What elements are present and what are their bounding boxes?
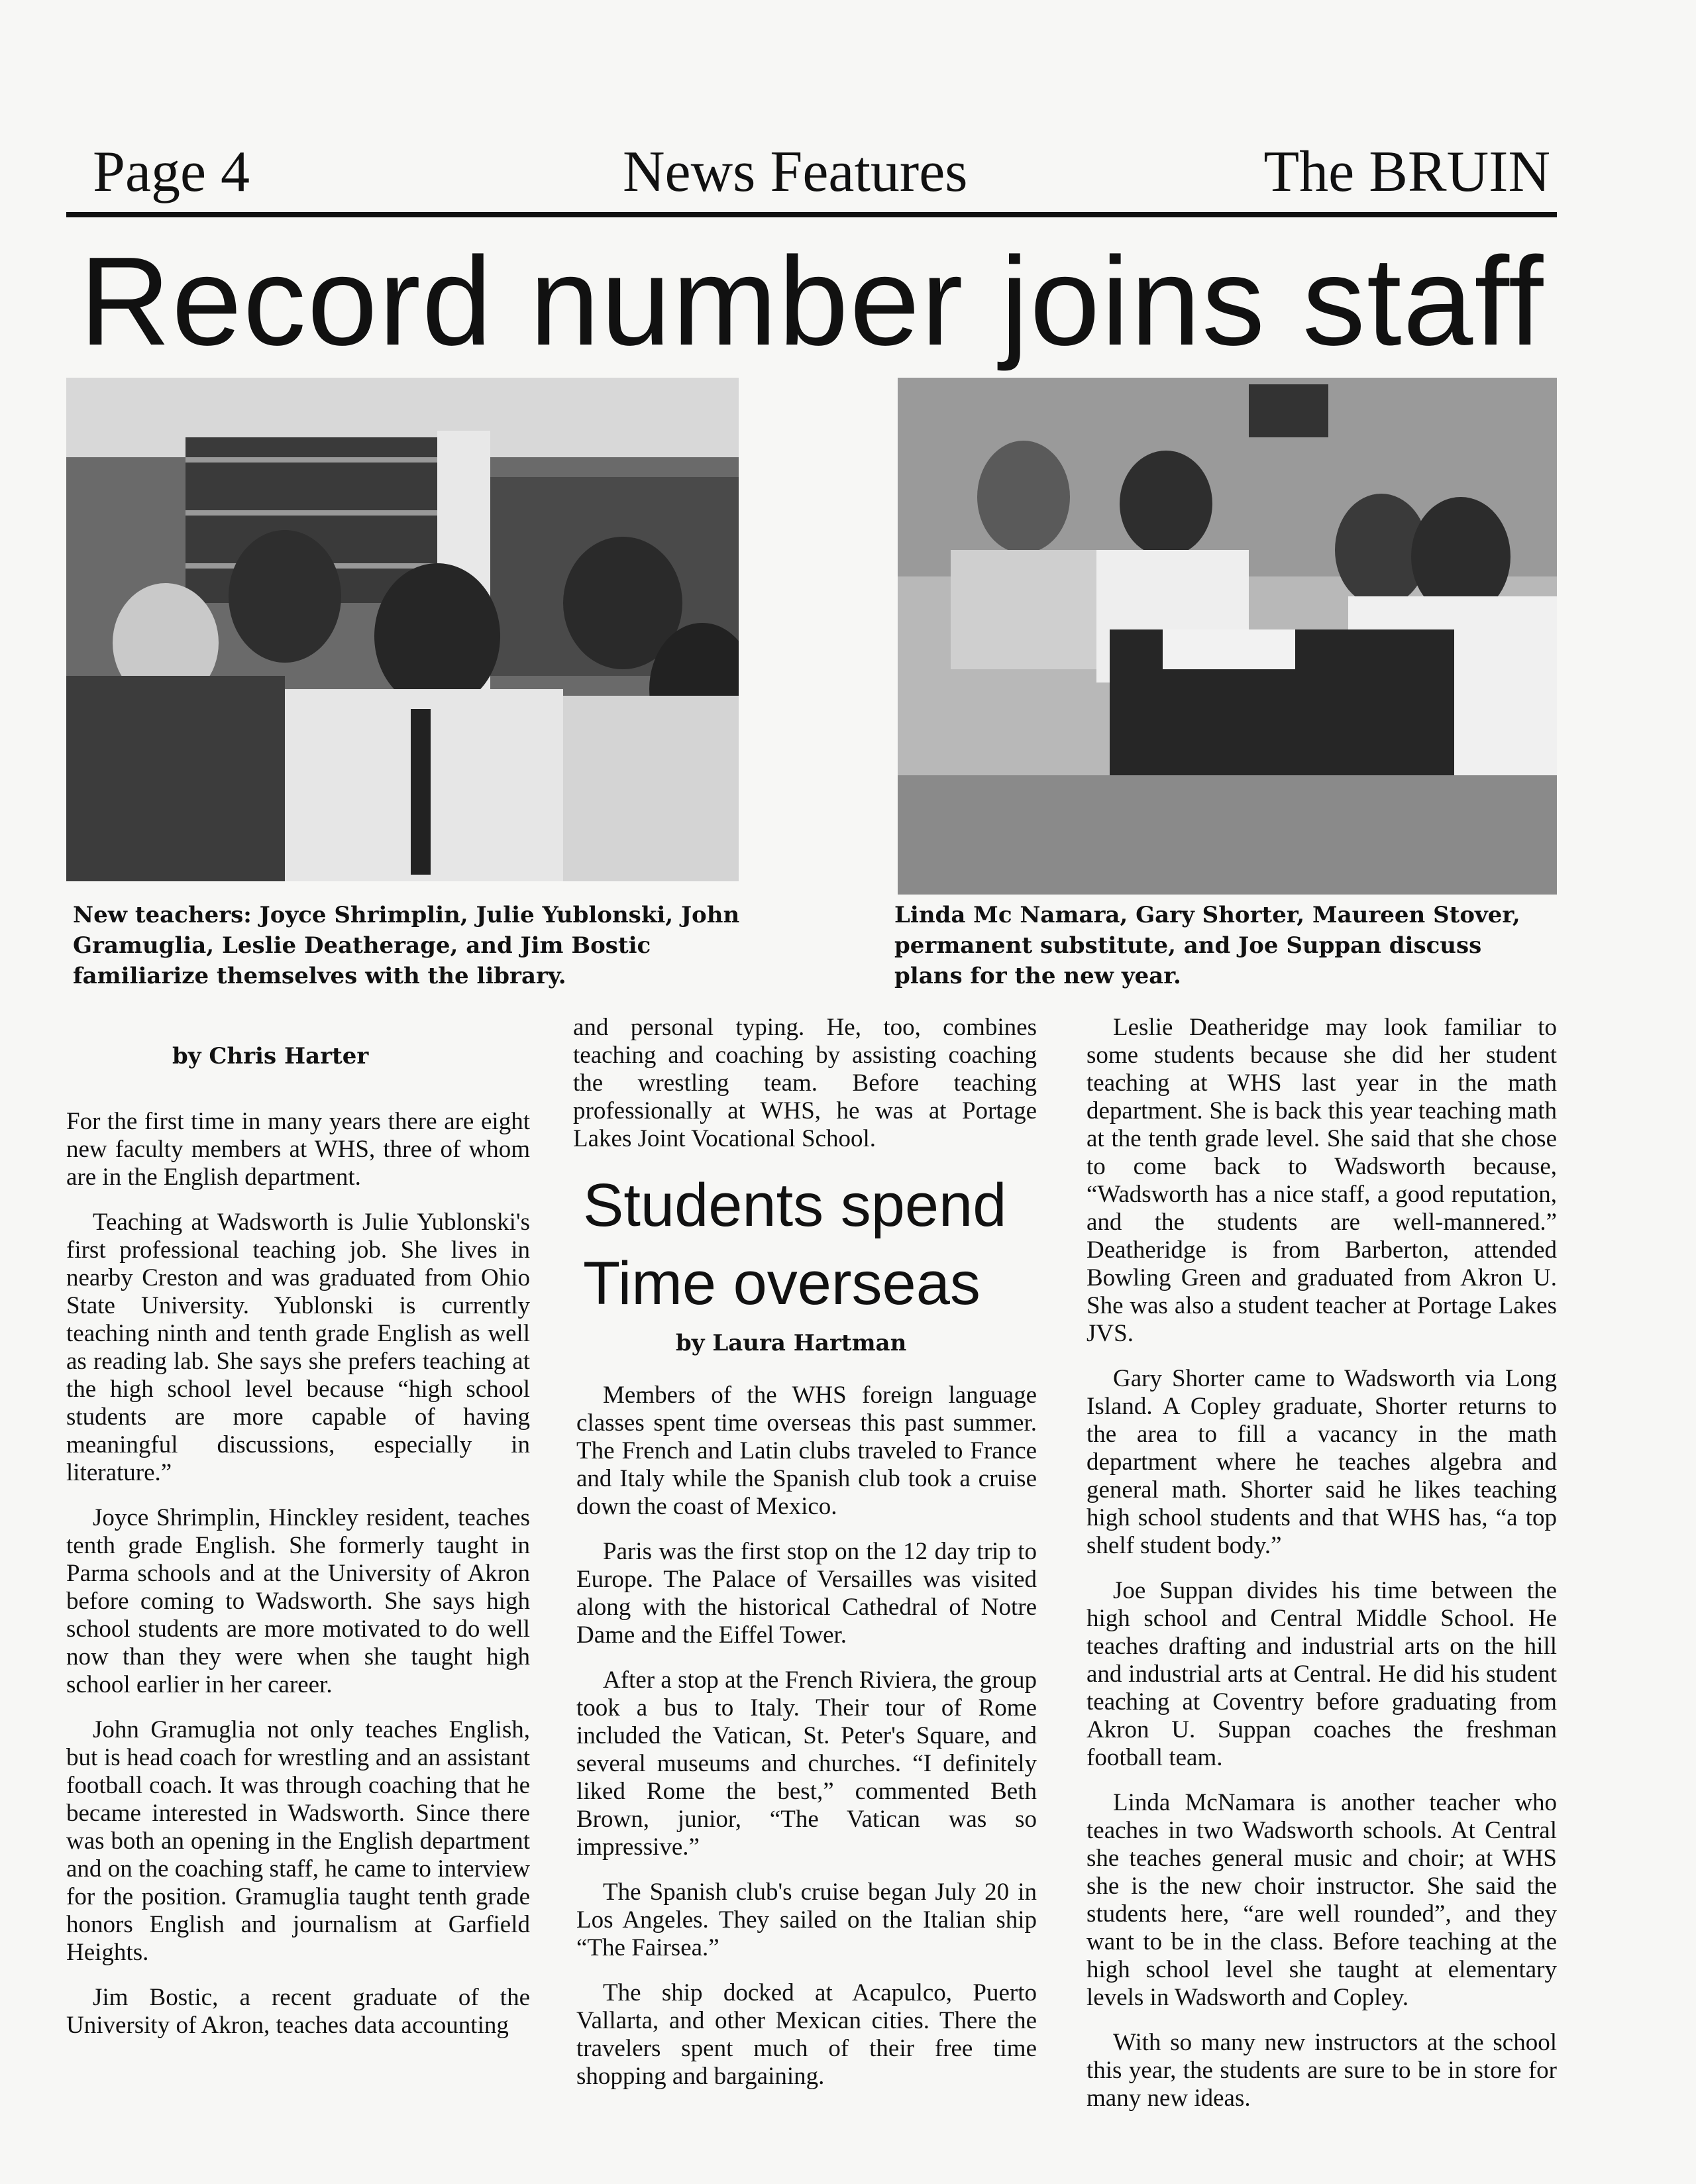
newspaper-name: The BRUIN (1263, 140, 1550, 204)
article2-paragraph: The Spanish club's cruise began July 20 in Los Angeles. They sailed on the Italian ship “The Fairsea.” (576, 1879, 1037, 1961)
article1-column3 (1086, 1014, 1557, 2130)
article2-byline: by Laura Hartman (676, 1330, 907, 1356)
article1-paragraph: For the first time in many years there are eight new faculty members at WHS, three of whom are in the English department. (66, 1108, 530, 1191)
article1-paragraph: John Gramuglia not only teaches English, but is head coach for wrestling and an assistant football coach. It was through coaching that he became interested in Wadsworth. Since there was both an opening in the English department and on the coaching staff, he came to interview for the position. Gramuglia taught tenth grade honors English and journalism at Garfield Heights. (66, 1716, 530, 1966)
article2-column (576, 1382, 1037, 2108)
section-name: News Features (623, 140, 968, 204)
running-head (66, 133, 1557, 217)
article2-paragraph: Paris was the first stop on the 12 day trip to Europe. The Palace of Versailles was visited along with the historical Cathedral of Notre Dame and the Eiffel Tower. (576, 1538, 1037, 1649)
article1-column2 (573, 1014, 1037, 1170)
photo-left-caption: New teachers: Joyce Shrimplin, Julie Yublonski, John Gramuglia, Leslie Deatherage, and Jim Bostic familiarize themselves with the library. (73, 902, 740, 989)
article1-byline: by Chris Harter (172, 1043, 369, 1069)
article1-paragraph: With so many new instructors at the school this year, the students are sure to be in store for many new ideas. (1086, 2029, 1557, 2112)
article1-paragraph: Leslie Deatheridge may look familiar to some students because she did her student teaching at WHS last year in the math department. She is back this year teaching math at the tenth grade level. She said that she chose to come back to Wadsworth because, “Wadsworth has a nice staff, a good reputation, and the students are well-mannered.” Deatheridge is from Barberton, attended Bowling Green and graduated from Akron U. She was also a student teacher at Portage Lakes JVS. (1086, 1014, 1557, 1347)
article1-column1 (66, 1108, 530, 2057)
article2-paragraph: After a stop at the French Riviera, the group took a bus to Italy. Their tour of Rome included the Vatican, St. Peter's Square, and several museums and churches. “I definitely liked Rome the best,” commented Beth Brown, junior, “The Vatican was so impressive.” (576, 1666, 1037, 1861)
article1-paragraph: Gary Shorter came to Wadsworth via Long Island. A Copley graduate, Shorter returns to the area to fill a vacancy in the math department where he teaches algebra and general math. Shorter said he likes teaching high school students and that WHS has, “a top shelf student body.” (1086, 1365, 1557, 1559)
photo-right-caption: Linda Mc Namara, Gary Shorter, Maureen Stover, permanent substitute, and Joe Suppan discuss plans for the new year. (894, 902, 1520, 989)
photo-new-teachers-library (66, 378, 739, 881)
page-number: Page 4 (93, 140, 250, 204)
article1-paragraph: Jim Bostic, a recent graduate of the University of Akron, teaches data accounting (66, 1984, 530, 2039)
article2-headline-line1: Students spend (583, 1172, 1007, 1239)
article1-paragraph: Teaching at Wadsworth is Julie Yublonski's first professional teaching job. She lives in nearby Creston and was graduated from Ohio State University. Yublonski is currently teaching ninth and tenth grade English as well as reading lab. She says she prefers teaching at the high school level because “high school students are more capable of having meaningful discussions, especially in literature.” (66, 1209, 530, 1486)
photo-teachers-planning (898, 378, 1557, 895)
article1-paragraph: Linda McNamara is another teacher who teaches in two Wadsworth schools. At Central she teaches general music and choir; at WHS she is the new choir instructor. She said the students here, “are well rounded”, and they want to be in the class. Before teaching at the high school level she taught at elementary levels in Wadsworth and Copley. (1086, 1789, 1557, 2011)
article1-paragraph: Joyce Shrimplin, Hinckley resident, teaches tenth grade English. She formerly taught in Parma schools and at the University of Akron before coming to Wadsworth. She says high school students are more motivated to do well now than they were when she taught high school earlier in her career. (66, 1504, 530, 1698)
article2-paragraph: The ship docked at Acapulco, Puerto Vallarta, and other Mexican cities. There the travelers spent much of their free time shopping and bargaining. (576, 1979, 1037, 2090)
article2-headline-line2: Time overseas (583, 1250, 980, 1317)
article1-paragraph: Joe Suppan divides his time between the high school and Central Middle School. He teaches drafting and industrial arts on the hill and industrial arts at Central. He did his student teaching at Coventry before graduating from Akron U. Suppan coaches the freshman football team. (1086, 1577, 1557, 1771)
article1-paragraph: and personal typing. He, too, combines teaching and coaching by assisting coaching the wrestling team. Before teaching professionally at WHS, he was at Portage Lakes Joint Vocational School. (573, 1014, 1037, 1152)
article2-paragraph: Members of the WHS foreign language classes spent time overseas this past summer. The French and Latin clubs traveled to France and Italy while the Spanish club took a cruise down the coast of Mexico. (576, 1382, 1037, 1520)
main-headline: Record number joins staff (80, 231, 1545, 372)
